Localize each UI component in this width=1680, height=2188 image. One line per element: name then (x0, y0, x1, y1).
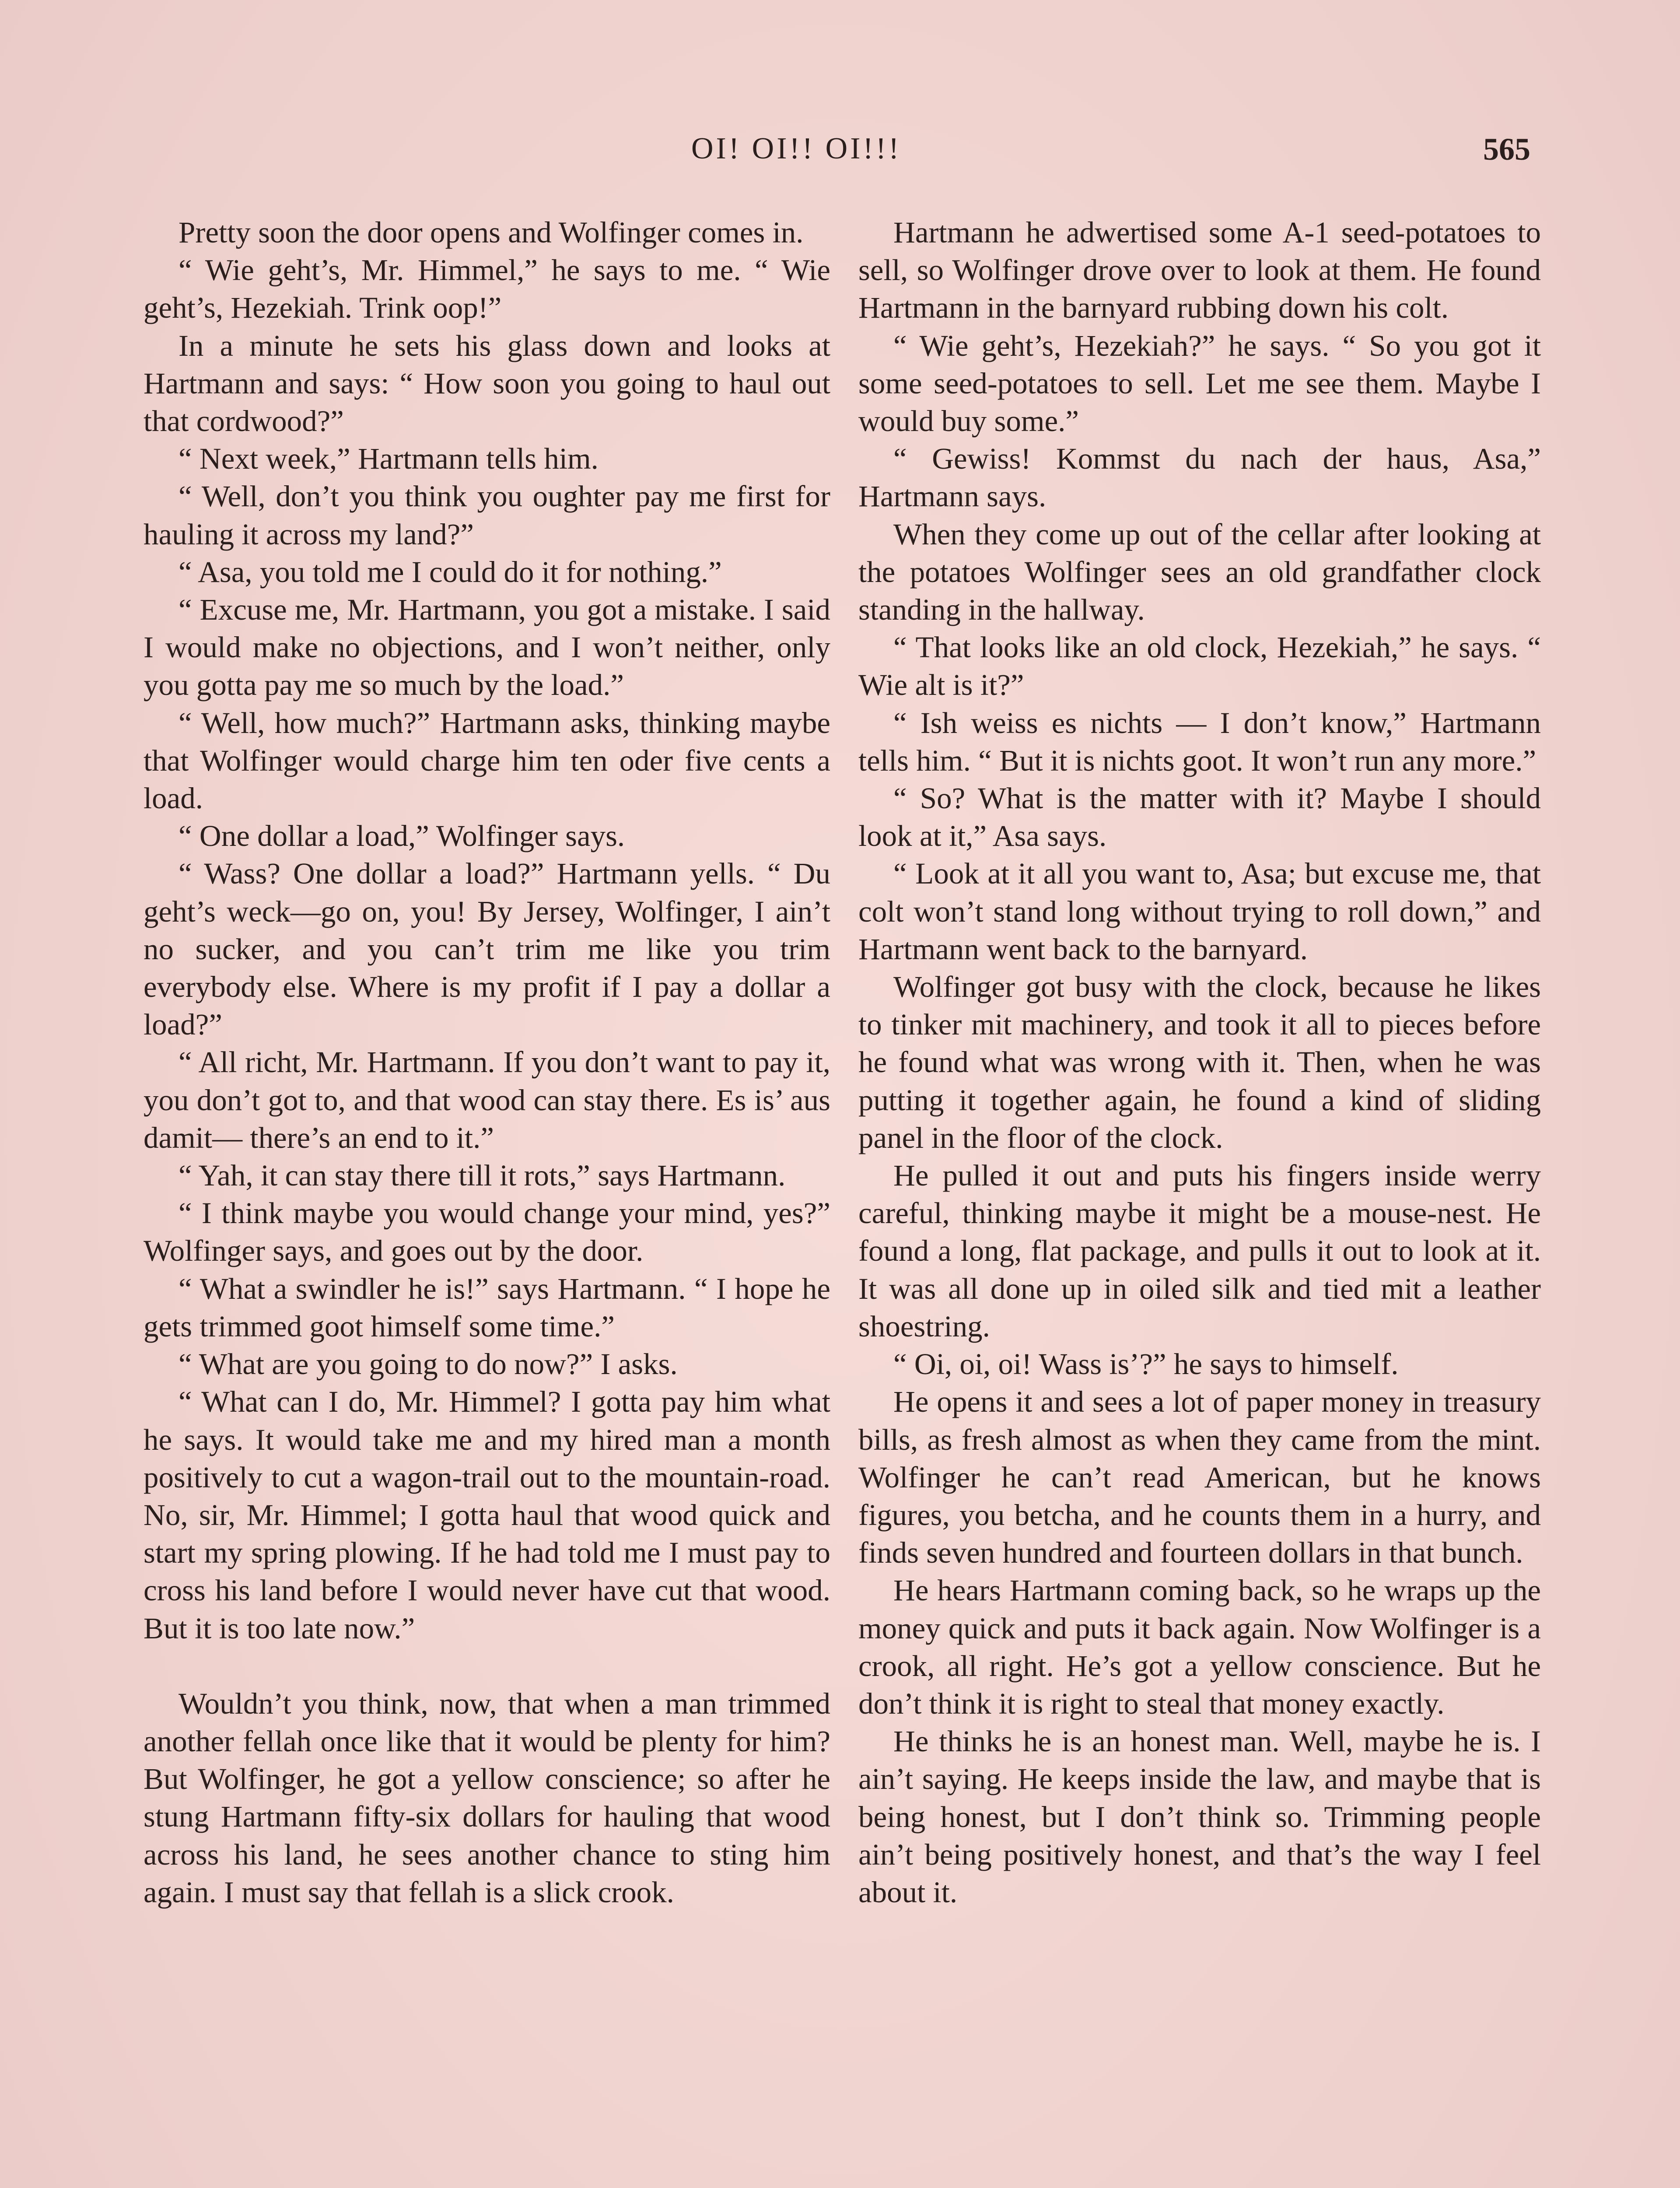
paragraph: “ All richt, Mr. Hartmann. If you don’t want to pay it, you don’t got to, and that wood can stay there. Es is’ aus damit— there’s an end to it.” (144, 1045, 830, 1154)
paragraph: “ So? What is the matter with it? Maybe I should look at it,” Asa says. (858, 782, 1541, 853)
right-column (858, 214, 1541, 1911)
paragraph: “ Excuse me, Mr. Hartmann, you got a mistake. I said I would make no objections, and I won’t neither, only you gotta pay me so much by the load.” (144, 593, 830, 702)
paragraph: Hartmann he adwertised some A-1 seed-potatoes to sell, so Wolfinger drove over to look at them. He found Hartmann in the barnyard rubbing down his colt. (858, 216, 1541, 325)
paragraph: “ Oi, oi, oi! Wass is’?” he says to himself. (893, 1347, 1399, 1381)
paragraph: Wouldn’t you think, now, that when a man trimmed another fellah once like that it would be plenty for him? But Wolfinger, he got a yellow conscience; so after he stung Hartmann fifty-six dollars for hauling that wood across his land, he sees another chance to sting him again. I must say that fellah is a slick crook. (144, 1687, 830, 1909)
paragraph: “ That looks like an old clock, Hezekiah,” he says. “ Wie alt is it?” (858, 631, 1541, 702)
page-number: 565 (1483, 132, 1530, 167)
paragraph: “ Well, don’t you think you oughter pay me first for hauling it across my land?” (144, 480, 830, 551)
paragraph: “ Yah, it can stay there till it rots,” says Hartmann. (178, 1159, 786, 1192)
paragraph: “ Wass? One dollar a load?” Hartmann yells. “ Du geht’s weck—go on, you! By Jersey, Wolfinger, I ain’t no sucker, and you can’t trim me like you trim everybody else. Where is my profit if I pay a dollar a load?” (144, 857, 830, 1041)
paragraph: “ Well, how much?” Hartmann asks, thinking maybe that Wolfinger would charge him ten oder five cents a load. (144, 706, 830, 815)
paragraph: He thinks he is an honest man. Well, maybe he is. I ain’t saying. He keeps inside the law, and maybe that is being honest, but I don’t think so. Trimming people ain’t being positively honest, and that’s the way I feel about it. (858, 1725, 1541, 1909)
paragraph: He pulled it out and puts his fingers inside werry careful, thinking maybe it might be a mouse-nest. He found a long, flat package, and pulls it out to look at it. It was all done up in oiled silk and tied mit a leather shoestring. (858, 1159, 1541, 1343)
paragraph: He hears Hartmann coming back, so he wraps up the money quick and puts it back again. Now Wolfinger is a crook, all right. He’s got a yellow conscience. But he don’t think it is right to steal that money exactly. (858, 1574, 1541, 1720)
paragraph: In a minute he sets his glass down and looks at Hartmann and says: “ How soon you going to haul out that cordwood?” (144, 329, 830, 438)
paragraph: “ One dollar a load,” Wolfinger says. (178, 819, 625, 853)
paragraph: “ What are you going to do now?” I asks. (178, 1347, 678, 1381)
paragraph: “ What can I do, Mr. Himmel? I gotta pay him what he says. It would take me and my hired man a month positively to cut a wagon-trail out to the mountain-road. No, sir, Mr. Himmel; I gotta haul that wood quick and start my spring plowing. If he had told me I must pay to cross his land before I would never have cut that wood. But it is too late now.” (144, 1385, 830, 1645)
paragraph: “ Look at it all you want to, Asa; but excuse me, that colt won’t stand long without trying to roll down,” and Hartmann went back to the barnyard. (858, 857, 1541, 966)
paragraph: When they come up out of the cellar after looking at the potatoes Wolfinger sees an old grandfather clock standing in the hallway. (858, 517, 1541, 627)
paragraph: “ Asa, you told me I could do it for nothing.” (178, 555, 722, 589)
left-column (144, 214, 830, 1911)
paragraph: “ Wie geht’s, Hezekiah?” he says. “ So you got it some seed-potatoes to sell. Let me see them. Maybe I would buy some.” (858, 329, 1541, 438)
paragraph: Pretty soon the door opens and Wolfinger comes in. (178, 216, 804, 249)
paragraph: “ What a swindler he is!” says Hartmann. “ I hope he gets trimmed goot himself some time.” (144, 1272, 830, 1343)
paragraph: “ Next week,” Hartmann tells him. (178, 442, 598, 476)
paragraph: He opens it and sees a lot of paper money in treasury bills, as fresh almost as when they came from the mint. Wolfinger he can’t read American, but he knows figures, you betcha, and he counts them in a hurry, and finds seven hundred and fourteen dollars in that bunch. (858, 1385, 1541, 1570)
paragraph: Wolfinger got busy with the clock, because he likes to tinker mit machinery, and took it all to pieces before he found what was wrong with it. Then, when he was putting it together again, he found a kind of sliding panel in the floor of the clock. (858, 970, 1541, 1154)
paragraph: “ Wie geht’s, Mr. Himmel,” he says to me. “ Wie geht’s, Hezekiah. Trink oop!” (144, 253, 830, 325)
paragraph: “ Ish weiss es nichts — I don’t know,” Hartmann tells him. “ But it is nichts goot. It won’t run any more.” (858, 706, 1541, 777)
paragraph: “ Gewiss! Kommst du nach der haus, Asa,” Hartmann says. (858, 442, 1541, 513)
paragraph: “ I think maybe you would change your mind, yes?” Wolfinger says, and goes out by the door. (144, 1196, 830, 1268)
running-head: OI! OI!! OI!!! (691, 132, 902, 165)
